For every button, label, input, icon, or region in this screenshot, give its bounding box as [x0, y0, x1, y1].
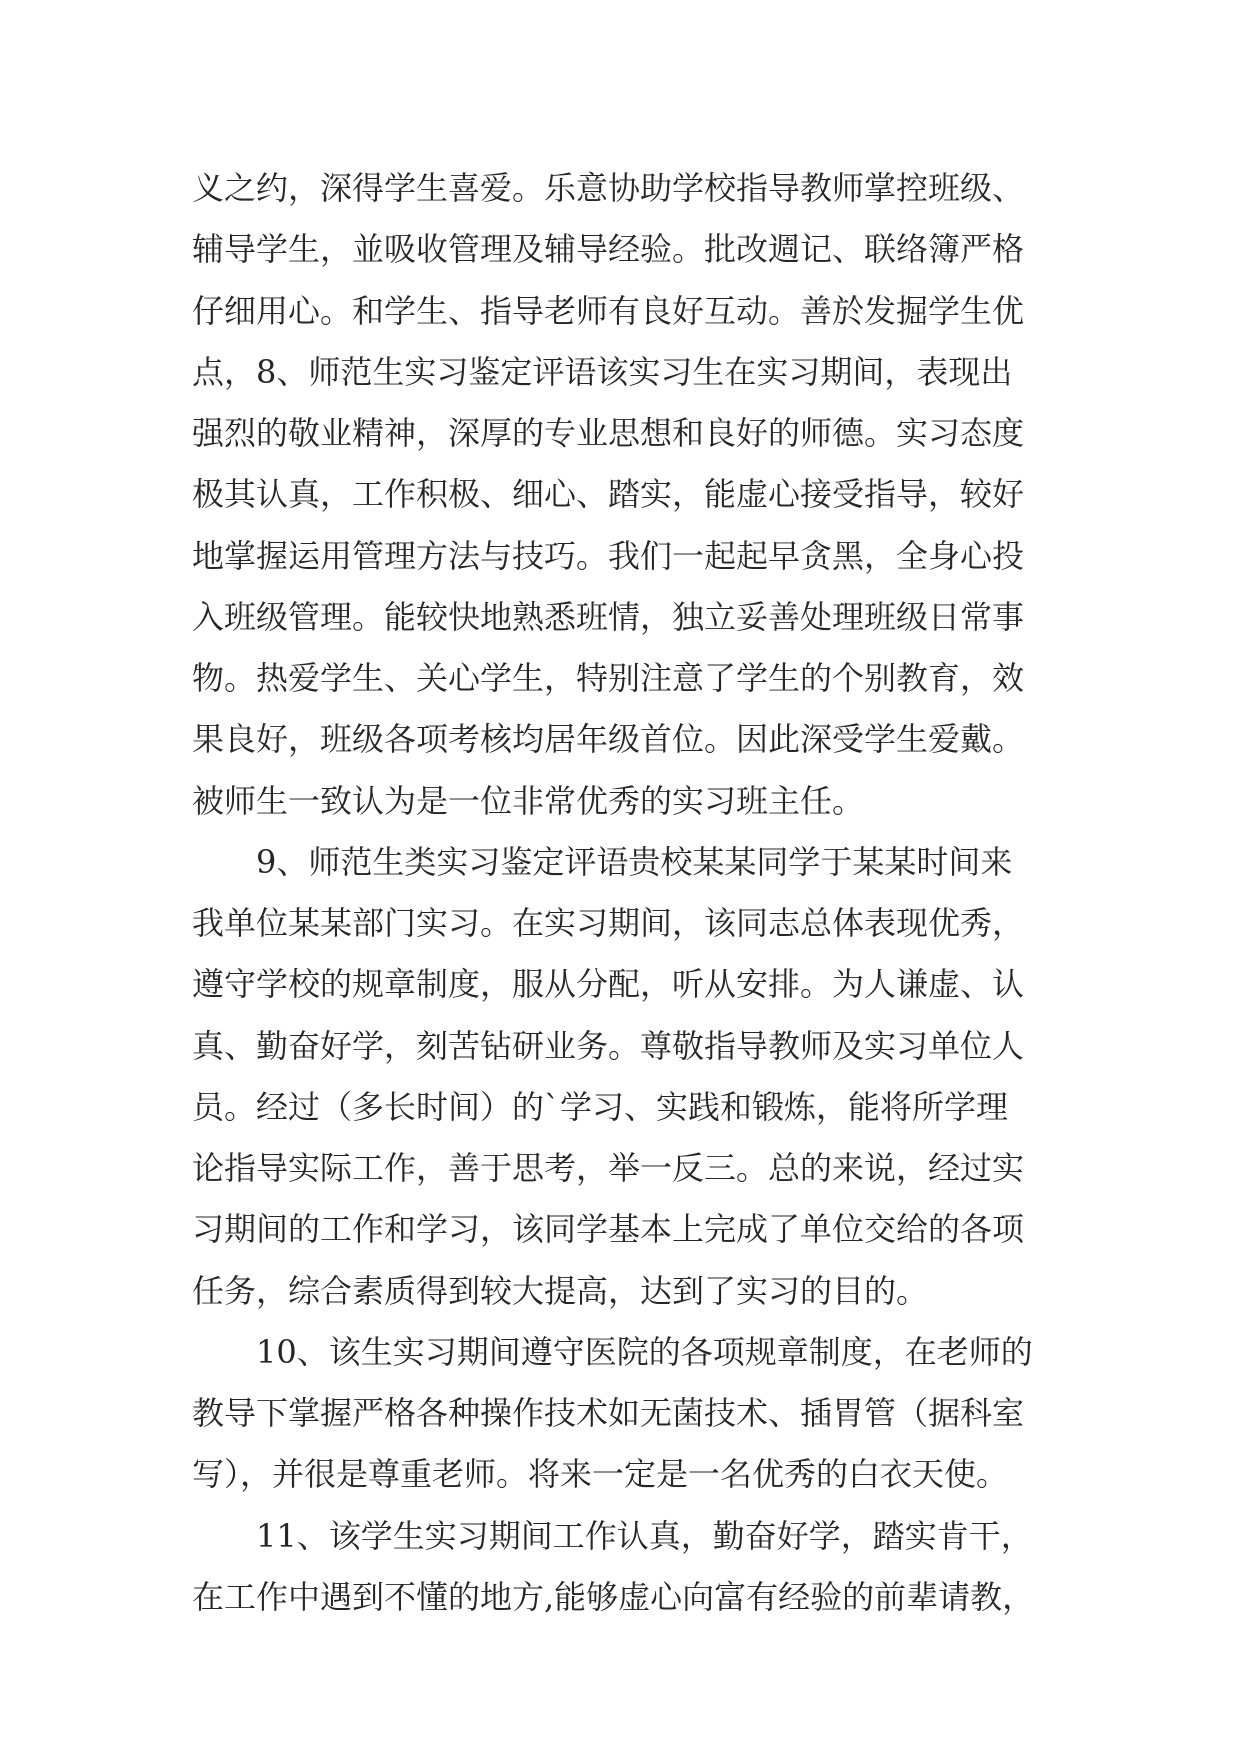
- text-line: 真、勤奋好学，刻苦钻研业务。尊敬指导教师及实习单位人: [192, 1026, 1025, 1065]
- paragraph-start-line: 11、该学生实习期间工作认真，勤奋好学，踏实肯干，: [256, 1516, 1033, 1555]
- text-line: 辅导学生，並吸收管理及辅导经验。批改週记、联络簿严格: [192, 230, 1025, 269]
- text-line: 在工作中遇到不懂的地方,能够虚心向富有经验的前辈请教，: [192, 1577, 1035, 1616]
- text-line: 义之约，深得学生喜爱。乐意协助学校指导教师掌控班级、: [192, 169, 1025, 207]
- text-line: 极其认真，工作积极、细心、踏实，能虚心接受指导，较好: [192, 475, 1025, 514]
- text-line: 入班级管理。能较快地熟悉班情，独立妥善处理班级日常事: [192, 597, 1025, 636]
- text-line: 强烈的敬业精神，深厚的专业思想和良好的师德。实习态度: [192, 414, 1025, 452]
- text-line: 物。热爱学生、关心学生，特别注意了学生的个别教育，效: [192, 659, 1025, 697]
- text-line: 任务，综合素质得到较大提高，达到了实习的目的。: [192, 1271, 929, 1310]
- text-line: 写），并很是尊重老师。将来一定是一名优秀的白衣天使。: [192, 1455, 1009, 1494]
- paragraph-start-line: 9、师范生类实习鉴定评语贵校某某同学于某某时间来: [256, 842, 1013, 881]
- text-line: 被师生一致认为是一位非常优秀的实习班主任。: [192, 781, 865, 820]
- text-line: 点，8、师范生实习鉴定评语该实习生在实习期间，表现出: [192, 352, 1013, 391]
- text-line: 果良好，班级各项考核均居年级首位。因此深受学生爱戴。: [192, 720, 1025, 759]
- text-line: 我单位某某部门实习。在实习期间，该同志总体表现优秀，: [192, 904, 1025, 942]
- paragraph-start-line: 10、该生实习期间遵守医院的各项规章制度，在老师的: [256, 1332, 1033, 1371]
- text-line: 地掌握运用管理方法与技巧。我们一起起早贪黑，全身心投: [192, 536, 1025, 575]
- text-line: 仔细用心。和学生、指导老师有良好互动。善於发掘学生优: [192, 291, 1025, 330]
- text-line: 论指导实际工作，善于思考，举一反三。总的来说，经过实: [192, 1149, 1025, 1187]
- text-line: 遵守学校的规章制度，服从分配，听从安排。为人谦虚、认: [192, 965, 1025, 1004]
- text-line: 员。经过（多长时间）的`学习、实践和锻炼，能将所学理: [192, 1087, 1009, 1126]
- document-body: [192, 158, 1072, 1628]
- text-line: 教导下掌握严格各种操作技术如无菌技术、插胃管（据科室: [192, 1394, 1025, 1432]
- text-line: 习期间的工作和学习，该同学基本上完成了单位交给的各项: [192, 1210, 1025, 1249]
